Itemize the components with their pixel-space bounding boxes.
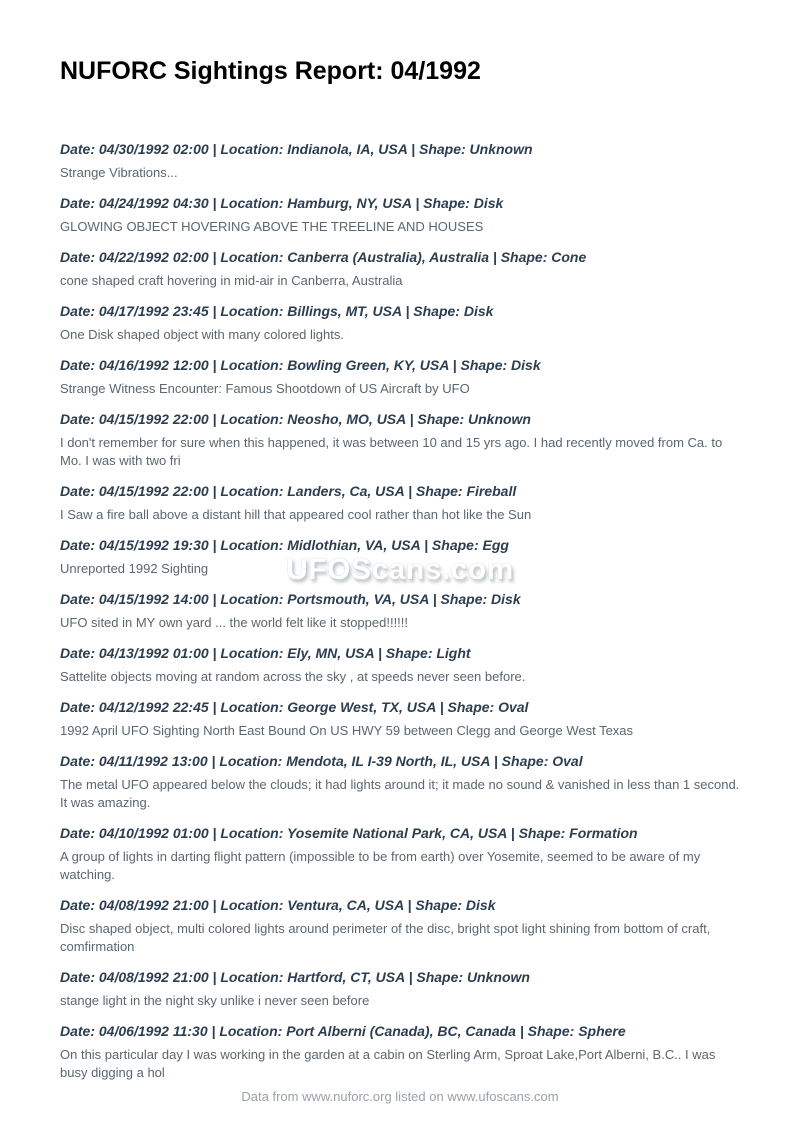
sighting-description: I Saw a fire ball above a distant hill that appeared cool rather than hot like the Sun (60, 507, 532, 522)
sighting-entry (60, 646, 744, 686)
sighting-header: Date: 04/16/1992 12:00 | Location: Bowling Green, KY, USA | Shape: Disk (60, 357, 541, 373)
sighting-header: Date: 04/15/1992 19:30 | Location: Midlothian, VA, USA | Shape: Egg (60, 537, 509, 553)
sighting-entry (60, 700, 744, 740)
footer-text: Data from www.nuforc.org listed on www.ufoscans.com (241, 1089, 559, 1104)
sighting-entry (60, 1024, 744, 1082)
sighting-header: Date: 04/08/1992 21:00 | Location: Ventura, CA, USA | Shape: Disk (60, 897, 496, 913)
sighting-entry (60, 484, 744, 524)
sighting-header: Date: 04/13/1992 01:00 | Location: Ely, MN, USA | Shape: Light (60, 645, 471, 661)
sighting-header: Date: 04/30/1992 02:00 | Location: Indianola, IA, USA | Shape: Unknown (60, 141, 533, 157)
watermark: UFOScans.com (286, 553, 514, 586)
sighting-entry (60, 754, 744, 812)
sighting-description: 1992 April UFO Sighting North East Bound On US HWY 59 between Clegg and George West Texas (60, 723, 634, 738)
sighting-description: UFO sited in MY own yard ... the world felt like it stopped!!!!!! (60, 615, 409, 630)
sighting-description: I don't remember for sure when this happened, it was between 10 and 15 yrs ago. I had recently moved from Ca. to Mo. I was with two fri (60, 435, 723, 468)
sighting-description: The metal UFO appeared below the clouds; it had lights around it; it made no sound & vanished in less than 1 second. It was amazing. (60, 777, 740, 810)
sighting-description: GLOWING OBJECT HOVERING ABOVE THE TREELINE AND HOUSES (60, 219, 484, 234)
sighting-entry (60, 250, 744, 290)
sighting-entry (60, 196, 744, 236)
sighting-description: Unreported 1992 Sighting (60, 561, 209, 576)
sighting-header: Date: 04/10/1992 01:00 | Location: Yosemite National Park, CA, USA | Shape: Formation (60, 825, 638, 841)
sighting-entry (60, 358, 744, 398)
sighting-entry (60, 142, 744, 182)
sighting-header: Date: 04/15/1992 14:00 | Location: Portsmouth, VA, USA | Shape: Disk (60, 591, 521, 607)
sighting-description: A group of lights in darting flight pattern (impossible to be from earth) over Yosemite, seemed to be aware of my watching. (60, 849, 701, 882)
sighting-header: Date: 04/15/1992 22:00 | Location: Neosho, MO, USA | Shape: Unknown (60, 411, 531, 427)
sighting-header: Date: 04/11/1992 13:00 | Location: Mendota, IL I-39 North, IL, USA | Shape: Oval (60, 753, 583, 769)
sighting-header: Date: 04/17/1992 23:45 | Location: Billings, MT, USA | Shape: Disk (60, 303, 494, 319)
sighting-description: Disc shaped object, multi colored lights around perimeter of the disc, bright spot light shining from bottom of craft, comfirmation (60, 921, 711, 954)
sighting-description: stange light in the night sky unlike i never seen before (60, 993, 370, 1008)
sighting-entry (60, 412, 744, 470)
sighting-header: Date: 04/24/1992 04:30 | Location: Hamburg, NY, USA | Shape: Disk (60, 195, 504, 211)
sightings-list (60, 142, 744, 1082)
sighting-entry (60, 304, 744, 344)
sighting-header: Date: 04/08/1992 21:00 | Location: Hartford, CT, USA | Shape: Unknown (60, 969, 530, 985)
sighting-entry (60, 592, 744, 632)
sighting-description: Strange Vibrations... (60, 165, 178, 180)
sighting-description: On this particular day I was working in the garden at a cabin on Sterling Arm, Sproat Lake,Port Alberni, B.C.. I was busy digging a hol (60, 1047, 716, 1080)
sighting-entry (60, 538, 744, 578)
sighting-header: Date: 04/06/1992 11:30 | Location: Port Alberni (Canada), BC, Canada | Shape: Sphere (60, 1023, 626, 1039)
sighting-entry (60, 970, 744, 1010)
sighting-description: Sattelite objects moving at random across the sky , at speeds never seen before. (60, 669, 526, 684)
sighting-header: Date: 04/22/1992 02:00 | Location: Canberra (Australia), Australia | Shape: Cone (60, 249, 587, 265)
sighting-header: Date: 04/12/1992 22:45 | Location: George West, TX, USA | Shape: Oval (60, 699, 529, 715)
sighting-description: Strange Witness Encounter: Famous Shootdown of US Aircraft by UFO (60, 381, 470, 396)
sighting-header: Date: 04/15/1992 22:00 | Location: Landers, Ca, USA | Shape: Fireball (60, 483, 517, 499)
sighting-description: One Disk shaped object with many colored lights. (60, 327, 344, 342)
sighting-description: cone shaped craft hovering in mid-air in Canberra, Australia (60, 273, 403, 288)
sighting-entry (60, 826, 744, 884)
sighting-entry (60, 898, 744, 956)
page-title: NUFORC Sightings Report: 04/1992 (60, 57, 481, 85)
